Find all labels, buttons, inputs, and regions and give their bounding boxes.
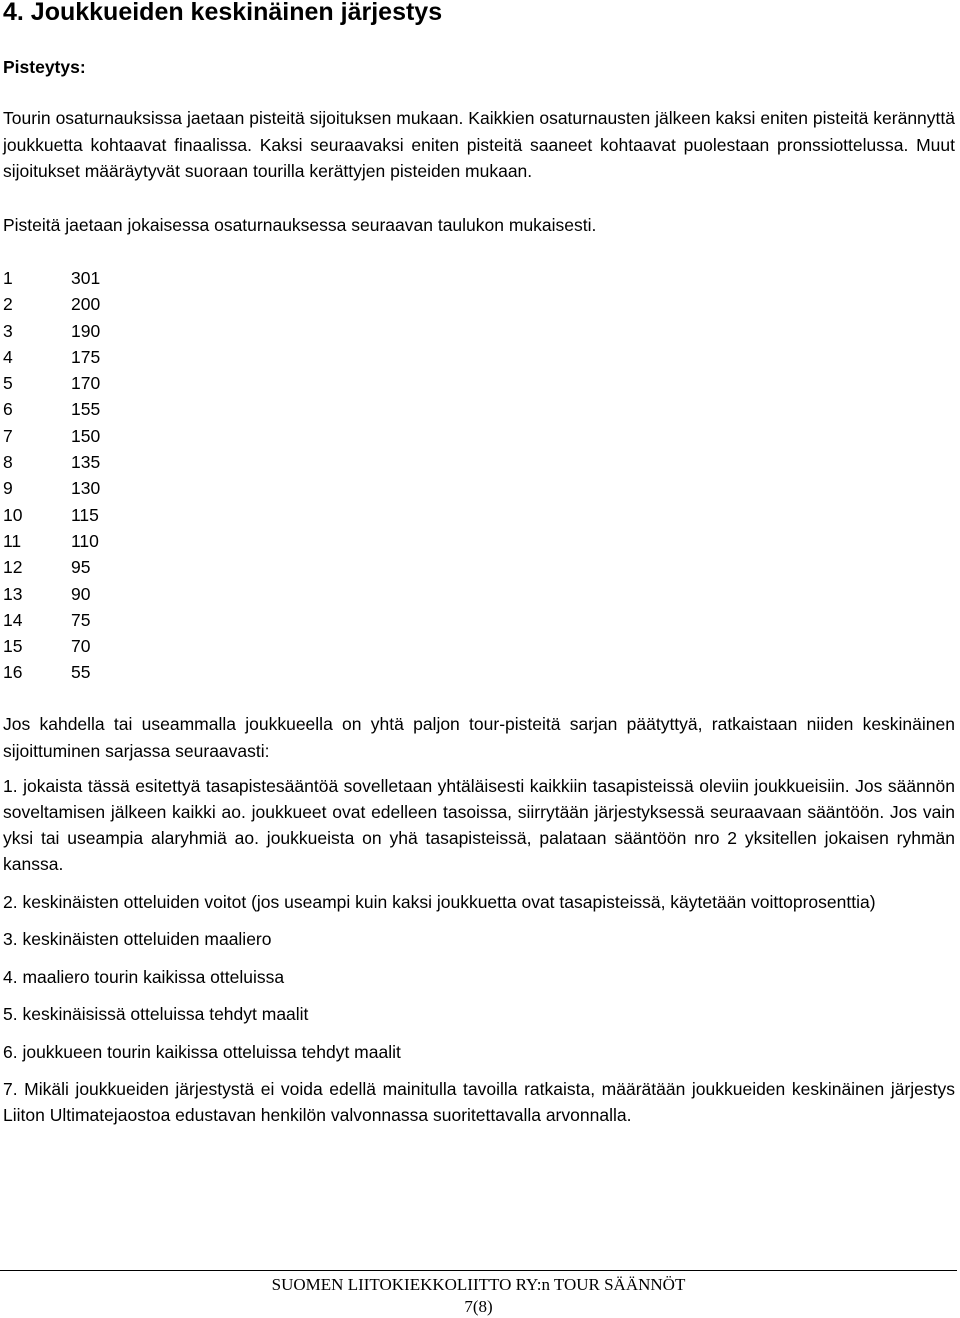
- rank-cell: 15: [3, 636, 23, 657]
- points-cell: 110: [71, 530, 99, 551]
- points-cell: 150: [71, 425, 101, 446]
- rank-cell: 8: [3, 452, 13, 473]
- table-row: [3, 265, 203, 291]
- tiebreak-rules: [3, 773, 955, 1140]
- table-row: [3, 370, 203, 396]
- points-cell: 75: [71, 609, 91, 630]
- points-table: [3, 265, 203, 686]
- table-row: [3, 659, 203, 685]
- rank-cell: 11: [3, 530, 22, 551]
- rank-cell: 10: [3, 504, 23, 525]
- rank-cell: 4: [3, 346, 13, 367]
- tiebreak-rule: 3. keskinäisten otteluiden maaliero: [3, 929, 272, 949]
- tiebreak-rule: 4. maaliero tourin kaikissa otteluissa: [3, 966, 285, 987]
- rank-cell: 1: [3, 268, 13, 288]
- points-cell: 115: [71, 504, 99, 525]
- subheading-scoring: Pisteytys:: [3, 57, 86, 77]
- points-cell: 175: [71, 346, 101, 367]
- tiebreak-rule: 7. Mikäli joukkueiden järjestystä ei voida edellä mainitulla tavoilla ratkaista, määrätään joukkueiden keskinäinen järjestys Liiton Ultimatejaostoa edustavan henkilön valvonnassa suoritettavalla arvonnalla.: [3, 1079, 955, 1125]
- table-row: [3, 423, 203, 449]
- table-row: [3, 581, 203, 607]
- page-footer: [0, 1274, 957, 1318]
- table-row: [3, 291, 203, 317]
- rank-cell: 13: [3, 583, 23, 604]
- tiebreak-rule: 5. keskinäisissä otteluissa tehdyt maalit: [3, 1004, 309, 1024]
- points-cell: 55: [71, 662, 91, 683]
- rank-cell: 14: [3, 609, 23, 630]
- table-row: [3, 554, 203, 580]
- points-cell: 190: [71, 320, 101, 341]
- footer-page-number: 7(8): [464, 1297, 493, 1316]
- rank-cell: 3: [3, 320, 13, 341]
- points-cell: 301: [71, 268, 101, 288]
- table-row: [3, 396, 203, 422]
- table-row: [3, 607, 203, 633]
- rank-cell: 12: [3, 557, 23, 578]
- rank-cell: 5: [3, 373, 13, 394]
- footer-divider: [0, 1270, 957, 1271]
- table-row: [3, 475, 203, 501]
- points-cell: 70: [71, 636, 91, 657]
- intro-paragraph: Tourin osaturnauksissa jaetaan pisteitä sijoituksen mukaan. Kaikkien osaturnausten jälkeen kaksi eniten pisteitä kerännyttä joukkuetta kohtaavat finaalissa. Kaksi seuraavaksi eniten pisteitä saaneet kohtaavat puolestaan pronssiottelussa. Muut sijoitukset määräytyvät suoraan tourilla kerättyjen pisteiden mukaan.: [3, 108, 955, 181]
- points-cell: 155: [71, 399, 101, 420]
- section-title: 4. Joukkueiden keskinäinen järjestys: [3, 0, 443, 26]
- table-row: [3, 502, 203, 528]
- table-intro: Pisteitä jaetaan jokaisessa osaturnauksessa seuraavan taulukon mukaisesti.: [3, 215, 597, 235]
- points-cell: 170: [71, 373, 101, 394]
- points-cell: 90: [71, 583, 91, 604]
- footer-organization: SUOMEN LIITOKIEKKOLIITTO RY:n TOUR SÄÄNNÖT: [271, 1275, 686, 1294]
- points-cell: 135: [71, 452, 101, 473]
- rank-cell: 6: [3, 399, 13, 420]
- rank-cell: 16: [3, 662, 23, 683]
- rank-cell: 7: [3, 425, 13, 446]
- table-row: [3, 449, 203, 475]
- tiebreak-rule: 6. joukkueen tourin kaikissa otteluissa tehdyt maalit: [3, 1041, 401, 1062]
- points-cell: 130: [71, 478, 101, 499]
- rank-cell: 2: [3, 294, 13, 315]
- points-cell: 200: [71, 294, 101, 315]
- rank-cell: 9: [3, 478, 13, 499]
- table-row: [3, 528, 203, 554]
- tiebreak-rule: 2. keskinäisten otteluiden voitot (jos useampi kuin kaksi joukkuetta ovat tasapisteissä, käytetään voittoprosenttia): [3, 891, 876, 912]
- tiebreak-rule: 1. jokaista tässä esitettyä tasapistesääntöä sovelletaan yhtäläisesti kaikkiin tasapisteissä oleviin joukkueisiin. Jos säännön soveltamisen jälkeen kaikki ao. joukkueet ovat edelleen tasoissa, siirrytään järjestyksessä seuraavaan sääntöön. Jos vain yksi tai useampia alaryhmiä ao. joukkueista on yhä tasapisteissä, palataan sääntöön nro 2 yksitellen jokaisen ryhmän kanssa.: [3, 776, 955, 874]
- tiebreak-intro: Jos kahdella tai useammalla joukkueella on yhtä paljon tour-pisteitä sarjan päätyttyä, ratkaistaan niiden keskinäinen sijoittuminen sarjassa seuraavasti:: [3, 714, 955, 761]
- table-row: [3, 633, 203, 659]
- table-row: [3, 344, 203, 370]
- points-cell: 95: [71, 557, 91, 578]
- table-row: [3, 318, 203, 344]
